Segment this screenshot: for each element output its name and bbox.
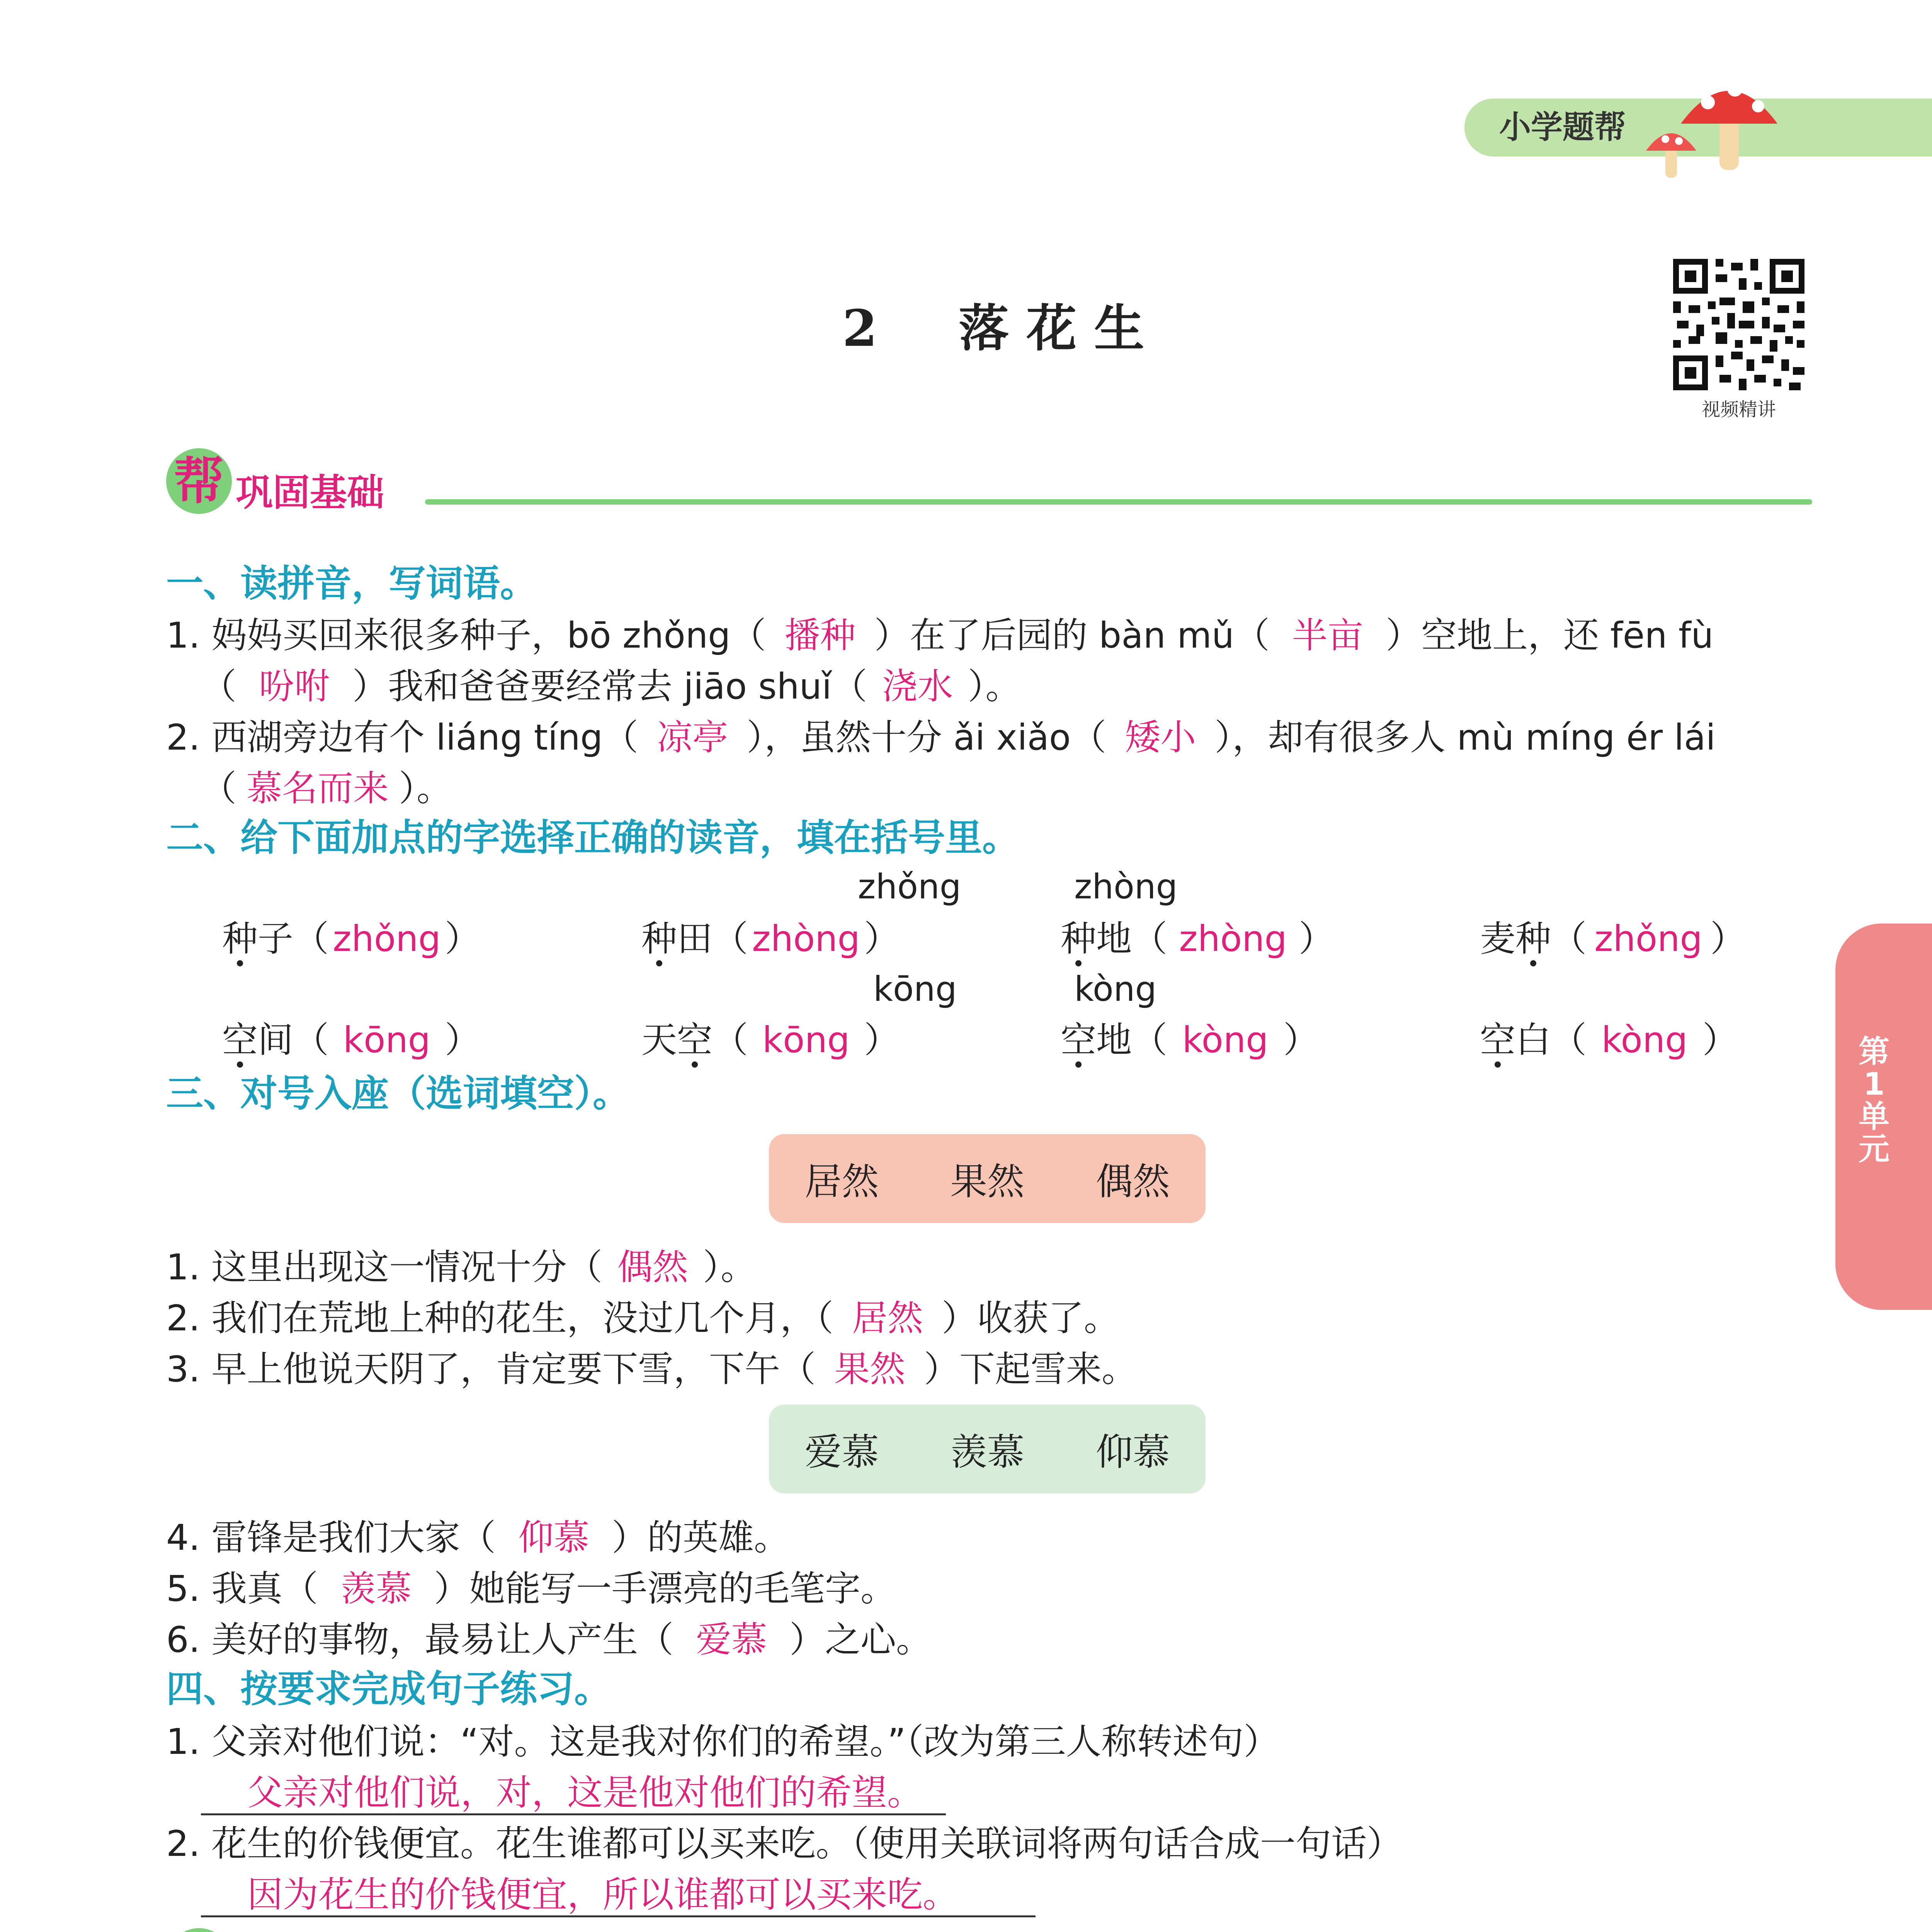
word-box-1-item: 居然 (804, 1160, 879, 1203)
qr-code-icon[interactable] (1669, 255, 1808, 394)
section1-heading: 一、读拼音，写词语。 (166, 562, 537, 605)
brand-label: 小学题帮 (1499, 109, 1626, 146)
s1-q1-answer4[interactable]: 浇水 (882, 666, 953, 707)
s3-answer4[interactable]: 仰慕 (518, 1517, 590, 1558)
word-box-2-item: 爱慕 (804, 1430, 879, 1474)
s3-answer6[interactable]: 爱慕 (696, 1619, 767, 1660)
s3-item2: 2. 我们在荒地上种的花生，没过几个月，（ 居然 ）收获了。 (166, 1293, 1816, 1344)
s3-item4: 4. 雷锋是我们大家（ 仰慕 ）的英雄。 (166, 1513, 1816, 1563)
s1-q1-line2: （ 吩咐 ）我和爸爸要经常去 jiāo shuǐ（ 浇水 ）。 (201, 662, 1851, 712)
part1-title: 巩固基础 (236, 471, 384, 514)
s1-q1-answer1[interactable]: 播种 (784, 615, 856, 656)
word-box-2-item: 羡慕 (950, 1430, 1024, 1474)
word-box-1 (769, 1134, 1206, 1223)
s3-item1: 1. 这里出现这一情况十分（ 偶然 ）。 (166, 1242, 1816, 1293)
s2-item-kongdi: 空地（ kòng ） (1061, 1017, 1319, 1063)
word-box-2-item: 仰慕 (1095, 1430, 1170, 1474)
s2-item-kongjian: 空间（ kōng ） (222, 1017, 480, 1063)
option-kong4: kòng (1074, 969, 1157, 1009)
s2-item-maizhong: 麦种（ zhǒng ） (1480, 916, 1746, 962)
s1-q2-answer3[interactable]: 慕名而来 (247, 768, 389, 809)
s3-answer3[interactable]: 果然 (834, 1349, 906, 1390)
s2-item-tiankong: 天空（ kōng ） (641, 1017, 900, 1063)
s2-answer-kongjian[interactable]: kōng (343, 1019, 431, 1061)
s2-answer-kongdi[interactable]: kòng (1182, 1019, 1269, 1061)
page-title (842, 298, 1145, 359)
s1-q2-line2: （ 慕名而来 ）。 (201, 764, 1851, 814)
s2-answer-zhongtian[interactable]: zhòng (752, 918, 860, 959)
part1-badge-char: 帮 (174, 452, 224, 510)
s3-answer2[interactable]: 居然 (852, 1298, 923, 1339)
mushroom-icon (1642, 66, 1781, 182)
unit-tab-label (1851, 1036, 1897, 1165)
s2-item-kongbai: 空白（ kòng ） (1480, 1017, 1738, 1063)
lesson-title: 落 花 生 (959, 299, 1145, 358)
s1-q2-line1: 2. 西湖旁边有个 liáng tíng（ 凉亭 ），虽然十分 ǎi xiǎo（ 矮小 ），却有很多人 mù míng ér lái (166, 713, 1816, 763)
s3-item3: 3. 早上他说天阴了，肯定要下雪，下午（ 果然 ）下起雪来。 (166, 1344, 1816, 1395)
section4-heading: 四、按要求完成句子练习。 (166, 1667, 611, 1711)
s2-answer-zhongzi[interactable]: zhǒng (333, 918, 441, 959)
s2-answer-maizhong[interactable]: zhǒng (1594, 918, 1702, 959)
s1-q2-answer1[interactable]: 凉亭 (657, 717, 728, 758)
s3-answer1[interactable]: 偶然 (617, 1247, 689, 1288)
s3-item6: 6. 美好的事物，最易让人产生（ 爱慕 ）之心。 (166, 1615, 1816, 1665)
section2-heading: 二、给下面加点的字选择正确的读音，填在括号里。 (166, 816, 1019, 859)
lesson-number: 2 (842, 299, 878, 358)
s1-q1-answer2[interactable]: 半亩 (1292, 615, 1364, 656)
unit-tab-line3: 单 (1859, 1099, 1889, 1134)
word-box-1-item: 偶然 (1095, 1160, 1170, 1203)
option-zhong3: zhǒng (858, 867, 961, 906)
unit-tab-line2: 1 (1863, 1066, 1885, 1102)
s1-q1-answer3[interactable]: 吩咐 (259, 666, 330, 707)
qr-caption: 视频精讲 (1701, 399, 1776, 420)
s4-question2: 2. 花生的价钱便宜。花生谁都可以买来吃。（使用关联词将两句话合成一句话） (166, 1823, 1403, 1864)
s3-answer5[interactable]: 羡慕 (340, 1568, 412, 1609)
s3-item5: 5. 我真（ 羡慕 ）她能写一手漂亮的毛笔字。 (166, 1564, 1816, 1614)
option-zhong4: zhòng (1074, 867, 1178, 906)
part1-divider (425, 499, 1812, 505)
word-box-2 (769, 1405, 1206, 1493)
s2-item-zhongzi: 种子（ zhǒng ） (222, 916, 480, 962)
s2-item-zhongdi: 种地（ zhòng ） (1061, 916, 1334, 962)
word-box-1-item: 果然 (950, 1160, 1024, 1203)
s2-item-zhongtian: 种田（ zhòng ） (641, 916, 900, 962)
unit-tab-line4: 元 (1859, 1131, 1889, 1167)
s4-answer1[interactable]: 父亲对他们说，对，这是他对他们的希望。 (201, 1768, 946, 1818)
s4-question1: 1. 父亲对他们说：“对。这是我对你们的希望。”（改为第三人称转述句） (166, 1721, 1279, 1762)
s2-answer-zhongdi[interactable]: zhòng (1179, 918, 1287, 959)
s2-answer-tiankong[interactable]: kōng (762, 1019, 850, 1061)
s4-answer2[interactable]: 因为花生的价钱便宜，所以谁都可以买来吃。 (201, 1870, 1036, 1920)
s1-q2-answer2[interactable]: 矮小 (1125, 717, 1196, 758)
option-kong1: kōng (873, 969, 957, 1009)
section3-heading: 三、对号入座（选词填空）。 (166, 1072, 630, 1115)
s1-q1-line1: 1. 妈妈买回来很多种子，bō zhǒng（ 播种 ）在了后园的 bàn mǔ（ 半亩 ）空地上，还 fēn fù (166, 611, 1816, 661)
s2-answer-kongbai[interactable]: kòng (1601, 1019, 1688, 1061)
unit-tab-line1: 第 (1859, 1034, 1889, 1070)
